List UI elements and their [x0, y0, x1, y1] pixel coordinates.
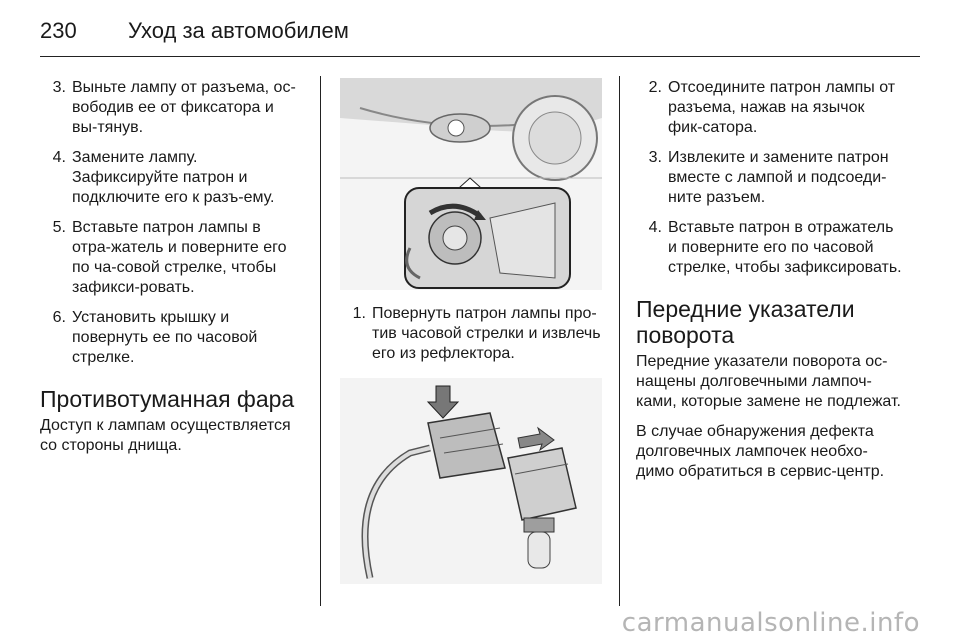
step-text: Повернуть патрон лампы про-тив часовой стрелки и извлечь его из рефлектора. — [372, 305, 601, 362]
page-number: 230 — [40, 18, 77, 43]
step-text: Замените лампу. Зафиксируйте патрон и подключите его к разъ-ему. — [72, 149, 275, 206]
watermark: carmanualsonline.info — [621, 608, 920, 638]
car-bumper-drawing — [340, 78, 602, 290]
step-item — [40, 218, 302, 298]
fog-light-heading: Противотуманная фара — [40, 386, 295, 412]
column-divider-1 — [320, 76, 321, 606]
step-number: 3. — [648, 149, 662, 166]
step-text: Вставьте патрон лампы в отра-жатель и поверните его по ча-совой стрелке, чтобы зафикси-ровать. — [72, 219, 287, 296]
step-number: 4. — [648, 219, 662, 236]
column-1 — [40, 78, 302, 466]
step-text: Вставьте патрон в отражатель и поверните его по часовой стрелке, чтобы зафиксировать. — [668, 219, 902, 276]
step-item — [340, 304, 602, 364]
bulb-removal-illustration — [340, 378, 602, 584]
step-item — [636, 148, 902, 208]
column-divider-2 — [619, 76, 620, 606]
step-item — [636, 218, 902, 278]
step-number: 6. — [52, 309, 66, 326]
bulb-socket-drawing — [340, 378, 602, 584]
step-text: Отсоедините патрон лампы от разъема, нажав на язычок фик-сатора. — [668, 79, 896, 136]
section-title: Уход за автомобилем — [128, 18, 349, 43]
step-number: 4. — [52, 149, 66, 166]
column-3 — [636, 78, 902, 492]
step-number: 1. — [352, 305, 366, 322]
step-text: Установить крышку и повернуть ее по часовой стрелке. — [72, 309, 258, 366]
fog-light-paragraph: Доступ к лампам осуществляется со стороны днища. — [40, 417, 291, 454]
step-item — [40, 148, 302, 208]
turn-signal-heading: Передние указатели поворота — [636, 296, 855, 348]
step-text: Извлеките и замените патрон вместе с лампой и подсоеди-ните разъем. — [668, 149, 889, 206]
step-item — [40, 78, 302, 138]
step-item — [636, 78, 902, 138]
header-rule — [40, 56, 920, 57]
step-number: 3. — [52, 79, 66, 96]
step-number: 2. — [648, 79, 662, 96]
turn-signal-paragraph-2: В случае обнаружения дефекта долговечных лампочек необхо-димо обратиться в сервис-центр. — [636, 423, 885, 480]
step-item — [40, 308, 302, 368]
step-number: 5. — [52, 219, 66, 236]
fog-light-illustration — [340, 78, 602, 290]
column-2 — [340, 78, 602, 584]
step-text: Выньте лампу от разъема, ос-вободив ее от фиксатора и вы-тянув. — [72, 79, 296, 136]
turn-signal-paragraph-1: Передние указатели поворота ос-нащены долговечными лампоч-ками, которые замене не подлежат. — [636, 353, 901, 410]
